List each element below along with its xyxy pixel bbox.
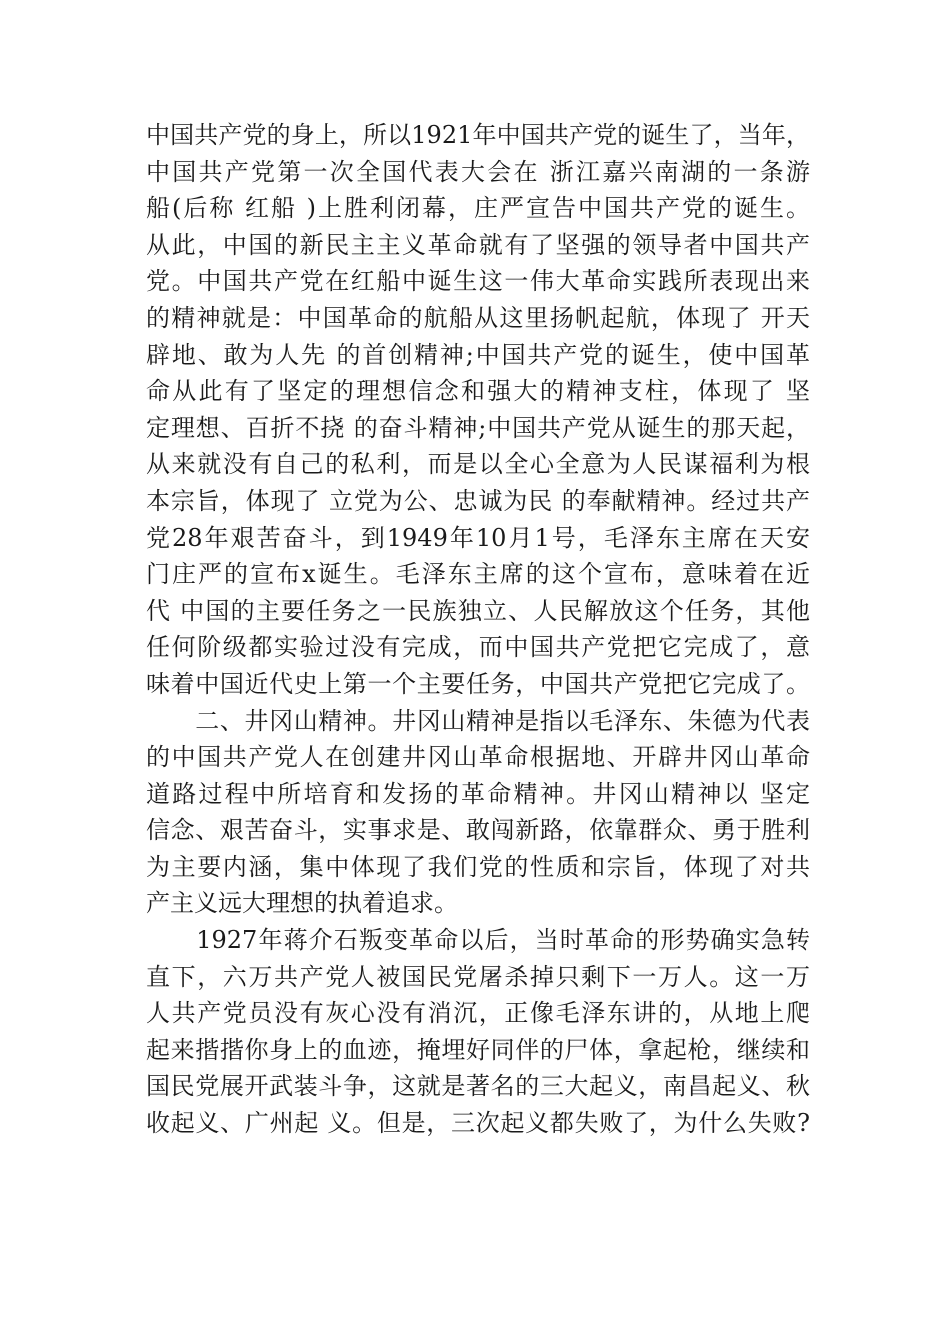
text-line: 党。中国共产党在红船中诞生这一伟大革命实践所表现出来 <box>146 267 810 296</box>
text-line: 二、井冈山精神。井冈山精神是指以毛泽东、朱德为代表 <box>146 706 810 735</box>
text-line: 定理想、百折不挠 的奋斗精神;中国共产党从诞生的那天起， <box>146 413 810 442</box>
body-text <box>146 117 810 1142</box>
text-line: 从来就没有自己的私利，而是以全心全意为人民谋福利为根 <box>146 450 810 479</box>
text-line: 的精神就是：中国革命的航船从这里扬帆起航，体现了 开天 <box>146 303 810 332</box>
text-line: 命从此有了坚定的理想信念和强大的精神支柱，体现了 坚 <box>146 377 810 406</box>
text-line: 代 中国的主要任务之一民族独立、人民解放这个任务，其他 <box>146 596 810 625</box>
text-line: 人共产党员没有灰心没有消沉，正像毛泽东讲的，从地上爬 <box>146 999 810 1028</box>
text-line: 直下，六万共产党人被国民党屠杀掉只剩下一万人。这一万 <box>146 962 810 991</box>
text-line: 的中国共产党人在创建井冈山革命根据地、开辟井冈山革命 <box>146 743 810 772</box>
text-line: 产主义远大理想的执着追求。 <box>146 889 458 918</box>
text-line: 1927年蒋介石叛变革命以后，当时革命的形势确实急转 <box>146 926 810 955</box>
text-line: 信念、艰苦奋斗，实事求是、敢闯新路，依靠群众、勇于胜利 <box>146 816 810 845</box>
text-line: 为主要内涵，集中体现了我们党的性质和宗旨，体现了对共 <box>146 852 810 881</box>
text-line: 收起义、广州起 义。但是，三次起义都失败了，为什么失败? <box>146 1109 810 1138</box>
text-line: 道路过程中所培育和发扬的革命精神。井冈山精神以 坚定 <box>146 779 810 808</box>
text-line: 国民党展开武装斗争，这就是著名的三大起义，南昌起义、秋 <box>146 1072 810 1101</box>
text-line: 船(后称 红船 )上胜利闭幕，庄严宣告中国共产党的诞生。 <box>146 194 810 223</box>
text-line: 本宗旨，体现了 立党为公、忠诚为民 的奉献精神。经过共产 <box>146 486 810 515</box>
text-line: 中国共产党第一次全国代表大会在 浙江嘉兴南湖的一条游 <box>146 157 810 186</box>
text-line: 门庄严的宣布x诞生。毛泽东主席的这个宣布，意味着在近 <box>146 560 810 589</box>
text-line: 辟地、敢为人先 的首创精神;中国共产党的诞生，使中国革 <box>146 340 810 369</box>
text-line: 起来揩揩你身上的血迹，掩埋好同伴的尸体，拿起枪，继续和 <box>146 1035 810 1064</box>
text-line: 中国共产党的身上，所以1921年中国共产党的诞生了，当年， <box>146 121 810 149</box>
text-line: 味着中国近代史上第一个主要任务，中国共产党把它完成了。 <box>146 669 810 698</box>
text-line: 党28年艰苦奋斗，到1949年10月1号，毛泽东主席在天安 <box>146 523 810 552</box>
text-line: 任何阶级都实验过没有完成，而中国共产党把它完成了，意 <box>146 633 810 662</box>
text-line: 从此，中国的新民主主义革命就有了坚强的领导者中国共产 <box>146 230 810 259</box>
